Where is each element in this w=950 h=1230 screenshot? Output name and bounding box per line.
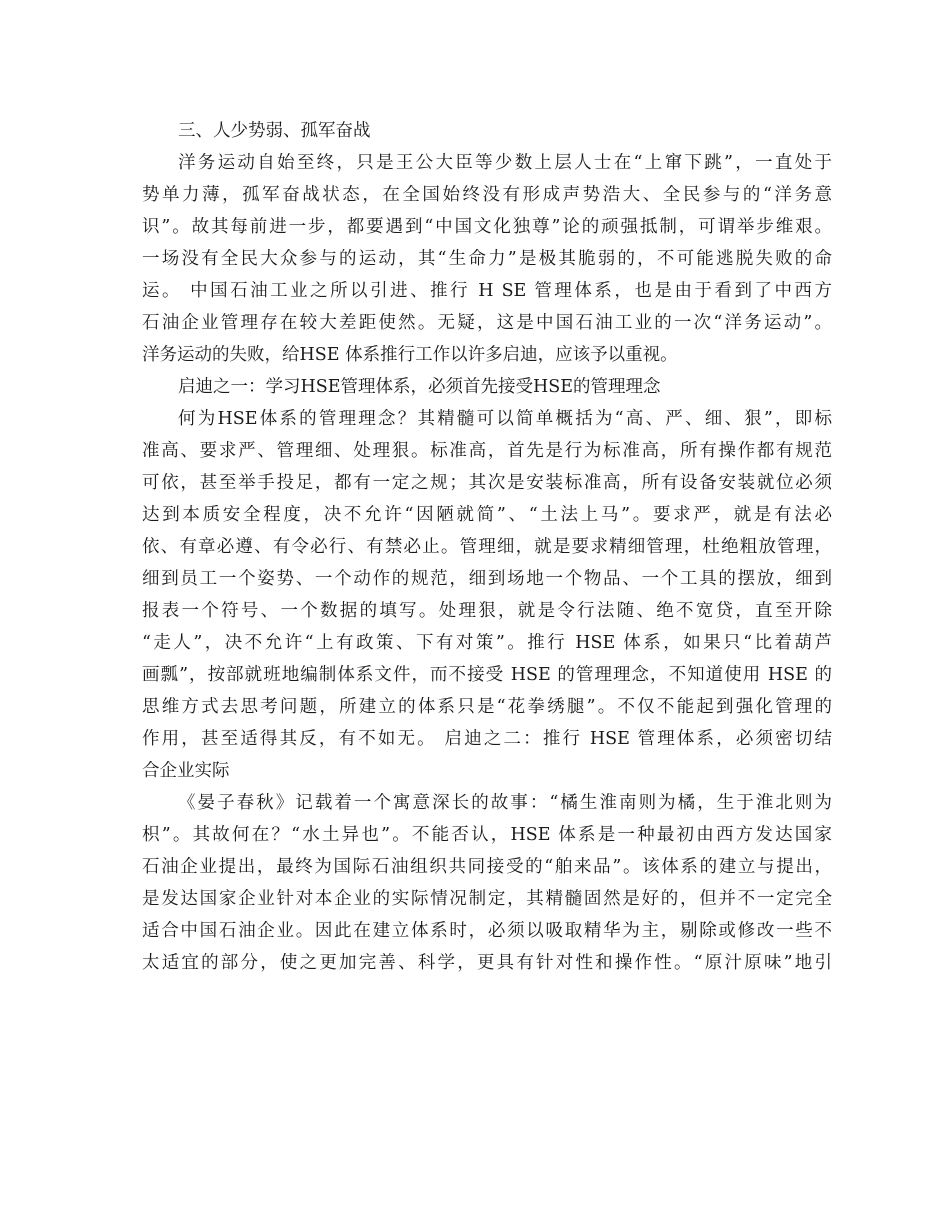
paragraph-line: “走人”，决不允许“上有政策、下有对策”。推行 HSE 体系，如果只“比着葫芦	[142, 633, 832, 653]
paragraph-line: 思维方式去思考问题，所建立的体系只是“花拳绣腿”。不仅不能起到强化管理的	[142, 697, 832, 717]
paragraph-line: 依、有章必遵、有令必行、有禁必止。管理细，就是要求精细管理，杜绝粗放管理，	[142, 537, 832, 557]
paragraph-line: 运。 中国石油工业之所以引进、推行 H SE 管理体系，也是由于看到了中西方	[142, 281, 832, 301]
section-heading: 启迪之一：学习HSE管理体系，必须首先接受HSE的管理理念	[178, 377, 661, 397]
paragraph-line: 何为HSE体系的管理理念？其精髓可以简单概括为“高、严、细、狠”，即标	[178, 409, 832, 429]
paragraph-line: 洋务运动自始至终，只是王公大臣等少数上层人士在“上窜下跳”，一直处于	[178, 153, 832, 173]
paragraph-line: 细到员工一个姿势、一个动作的规范，细到场地一个物品、一个工具的摆放，细到	[142, 569, 832, 589]
paragraph-line: 合企业实际	[142, 761, 230, 781]
paragraph-line: 势单力薄，孤军奋战状态，在全国始终没有形成声势浩大、全民参与的“洋务意	[142, 185, 832, 205]
paragraph-line: 石油企业提出，最终为国际石油组织共同接受的“舶来品”。该体系的建立与提出，	[142, 857, 832, 877]
paragraph-line: 适合中国石油企业。因此在建立体系时，必须以吸取精华为主，剔除或修改一些不	[142, 921, 832, 941]
paragraph-line: 识”。故其每前进一步，都要遇到“中国文化独尊”论的顽强抵制，可谓举步维艰。	[142, 217, 832, 237]
paragraph-line: 洋务运动的失败，给HSE 体系推行工作以许多启迪，应该予以重视。	[142, 345, 678, 365]
paragraph-line: 画瓢”，按部就班地编制体系文件，而不接受 HSE 的管理理念，不知道使用 HSE 的	[142, 665, 832, 685]
paragraph-line: 太适宜的部分，使之更加完善、科学，更具有针对性和操作性。“原汁原味”地引	[142, 953, 832, 973]
paragraph-line: 准高、要求严、管理细、处理狠。标准高，首先是行为标准高，所有操作都有规范	[142, 441, 832, 461]
paragraph-line: 一场没有全民大众参与的运动，其“生命力”是极其脆弱的，不可能逃脱失败的命	[142, 249, 832, 269]
paragraph-line: 作用，甚至适得其反，有不如无。 启迪之二：推行 HSE 管理体系，必须密切结	[142, 729, 832, 749]
section-heading: 三、人少势弱、孤军奋战	[178, 121, 371, 141]
paragraph-line: 达到本质安全程度，决不允许“因陋就简”、“土法上马”。要求严，就是有法必	[142, 505, 832, 525]
paragraph-line: 可依，甚至举手投足，都有一定之规；其次是安装标准高，所有设备安装就位必须	[142, 473, 832, 493]
paragraph-line: 是发达国家企业针对本企业的实际情况制定，其精髓固然是好的，但并不一定完全	[142, 889, 832, 909]
paragraph-line: 《晏子春秋》记载着一个寓意深长的故事：“橘生淮南则为橘，生于淮北则为	[178, 793, 832, 813]
paragraph-line: 石油企业管理存在较大差距使然。无疑，这是中国石油工业的一次“洋务运动”。	[142, 313, 832, 333]
paragraph-line: 报表一个符号、一个数据的填写。处理狠，就是令行法随、绝不宽贷，直至开除	[142, 601, 832, 621]
document-body	[142, 115, 832, 979]
paragraph-line: 枳”。其故何在？“水土异也”。不能否认，HSE 体系是一种最初由西方发达国家	[142, 825, 832, 845]
